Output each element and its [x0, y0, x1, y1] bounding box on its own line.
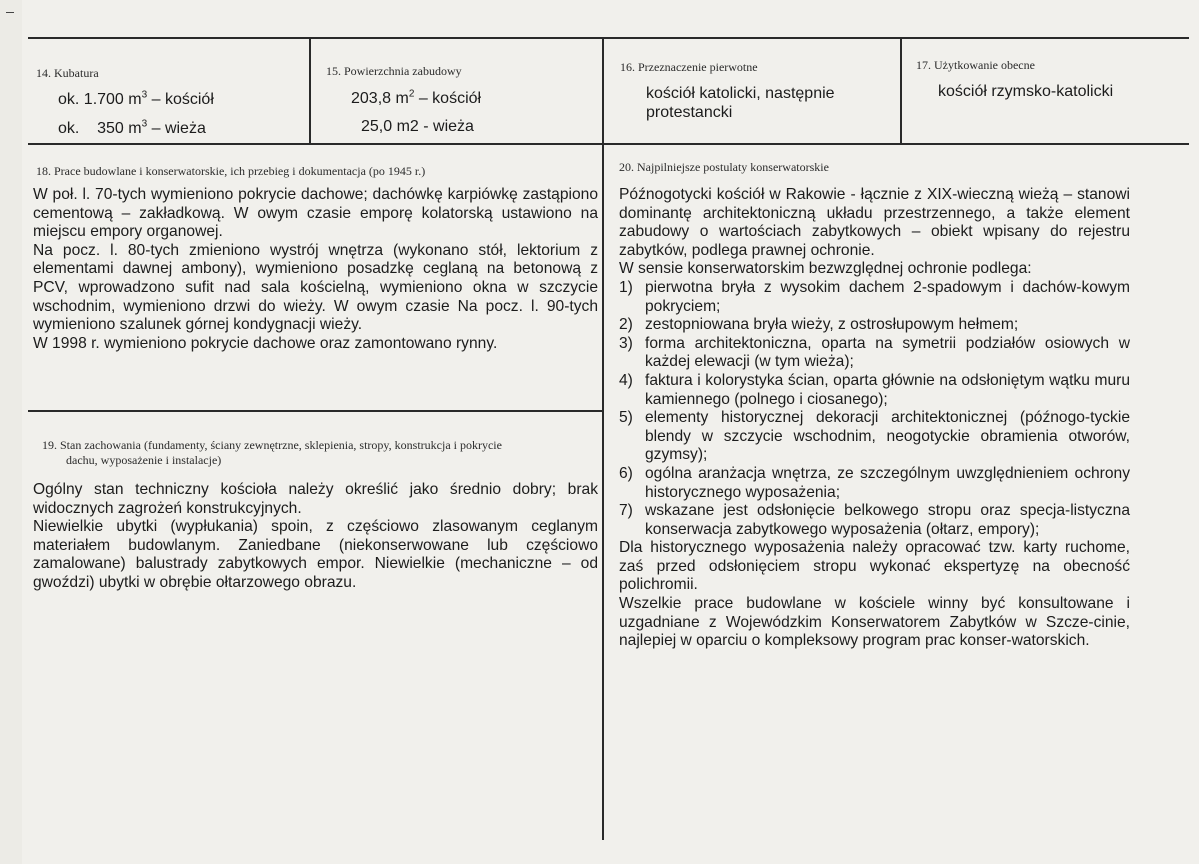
field-17-value: kościół rzymsko-katolicki	[938, 83, 1114, 100]
col-divider-main	[602, 37, 604, 840]
row-divider-1	[28, 143, 1189, 145]
field-19-caption-line: dachu, wyposażenie i instalacje)	[66, 453, 222, 467]
field-20-caption: 20. Najpilniejsze postulaty konserwatorskie	[619, 160, 829, 174]
field-16-value: kościół katolicki, następnie protestancki	[646, 85, 835, 121]
field-19-caption-line: 19. Stan zachowania (fundamenty, ściany zewnętrzne, sklepienia, stropy, konstrukcja i pokrycie	[42, 438, 502, 452]
field-20-list	[619, 279, 1130, 539]
list-item: 5) elementy historycznej dekoracji architektonicznej (późnogo-tyckie blendy w szczycie wschodnim, neogotyckie obramienia otworów, gzymsy);	[619, 409, 1130, 464]
edge-mark	[6, 12, 14, 13]
list-item: 2) zestopniowana bryła wieży, z ostrosłupowym hełmem;	[619, 316, 1019, 334]
list-item: 6) ogólna aranżacja wnętrza, ze szczególnym uwzględnieniem ochrony historycznego wyposażenia;	[619, 464, 1130, 501]
field-14-value-church: ok. 1.700 $m^3$ – kościół	[58, 89, 214, 108]
field-20-outro: Wszelkie prace budowlane w kościele winny być konsultowane i uzgadniane z Wojewódzkim Konserwatorem Zabytków w Szcze-cinie, najlepiej w oparciu o kompleksowy program prac konser-watorskich.	[619, 595, 1130, 650]
field-19-paragraph: Niewielkie ubytki (wypłukania) spoin, z częściowo zlasowanym ceglanym materiałem budowlanym. Zaniedbane (niekonserwowane lub częściowo zamalowane) balustrady zabytkowych empor. Niewielkie (mechaniczne – od gwoździ) ubytki w obrębie ołtarzowego obrazu.	[33, 518, 598, 591]
section-divider-18-19	[28, 410, 603, 412]
field-18-paragraph: W 1998 r. wymieniono pokrycie dachowe oraz zamontowano rynny.	[33, 334, 498, 352]
field-14-caption: 14. Kubatura	[36, 66, 99, 80]
field-15-caption: 15. Powierzchnia zabudowy	[326, 64, 462, 78]
field-19-caption	[42, 438, 602, 468]
field-19-text	[33, 481, 598, 593]
list-item: 7) wskazane jest odsłonięcie belkowego stropu oraz specja-listyczna konserwacja zabytkowego wyposażenia (ołtarz, empory);	[619, 502, 1130, 538]
list-item: 1) pierwotna bryła z wysokim dachem 2-spadowym i dachów-kowym pokryciem;	[619, 278, 1130, 315]
field-14-value-tower: ok. 350 $m^3$ – wieża	[58, 118, 206, 137]
field-20-intro: Późnogotycki kościół w Rakowie - łącznie z XIX-wieczną wieżą – stanowi dominantę architektoniczną układu przestrzennego, a także element zabudowy o wartościach zabytkowych – obiekt wpisany do rejestru zabytków, podlega prawnej ochronie.	[619, 186, 1130, 259]
field-18-caption: 18. Prace budowlane i konserwatorskie, ich przebieg i dokumentacja (po 1945 r.)	[36, 164, 426, 178]
col-divider-16-17	[900, 37, 902, 144]
col-divider-14-15	[309, 37, 311, 144]
field-15-value-church: 203,8 $m^2$ – kościół	[351, 88, 482, 107]
field-15-value-tower: 25,0 m2 - wieża	[361, 118, 474, 135]
list-item: 4) faktura i kolorystyka ścian, oparta głównie na odsłoniętym wątku muru kamiennego (polnego i ciosanego);	[619, 371, 1130, 408]
field-20-text	[619, 186, 1130, 651]
top-border	[28, 37, 1189, 39]
paper-edge	[0, 0, 22, 864]
field-20-lead: W sensie konserwatorskim bezwzględnej ochronie podlega:	[619, 260, 1032, 278]
field-18-paragraph: W poł. l. 70-tych wymieniono pokrycie dachowe; dachówkę karpiówkę zastąpiono cementową – zakładkową. W owym czasie emporę kolatorską ustawiono na miejscu empory organowej.	[33, 186, 598, 241]
field-16-caption: 16. Przeznaczenie pierwotne	[620, 60, 758, 74]
field-18-paragraph: Na pocz. l. 80-tych zmieniono wystrój wnętrza (wykonano stół, lektorium z elementami dawnej ambony), wymieniono posadzkę ceglaną na betonową z PCV, wprowadzono sufit nad sala kościelną, wymieniono okna w szczycie wschodnim, wymieniono drzwi do wieży. W owym czasie Na pocz. l. 90-tych wymieniono szalunek górnej kondygnacji wieży.	[33, 241, 598, 334]
field-17-caption: 17. Użytkowanie obecne	[916, 58, 1035, 72]
list-item: 3) forma architektoniczna, oparta na symetrii podziałów osiowych w każdej elewacji (w tym wieża);	[619, 334, 1130, 371]
field-18-text	[33, 186, 598, 353]
field-19-paragraph: Ogólny stan techniczny kościoła należy określić jako średnio dobry; brak widocznych zagrożeń konstrukcyjnych.	[33, 481, 598, 517]
field-20-outro: Dla historycznego wyposażenia należy opracować tzw. karty ruchome, zaś przed odsłonięciem stropu wykonać ekspertyzę na obecność polichromii.	[619, 539, 1130, 594]
